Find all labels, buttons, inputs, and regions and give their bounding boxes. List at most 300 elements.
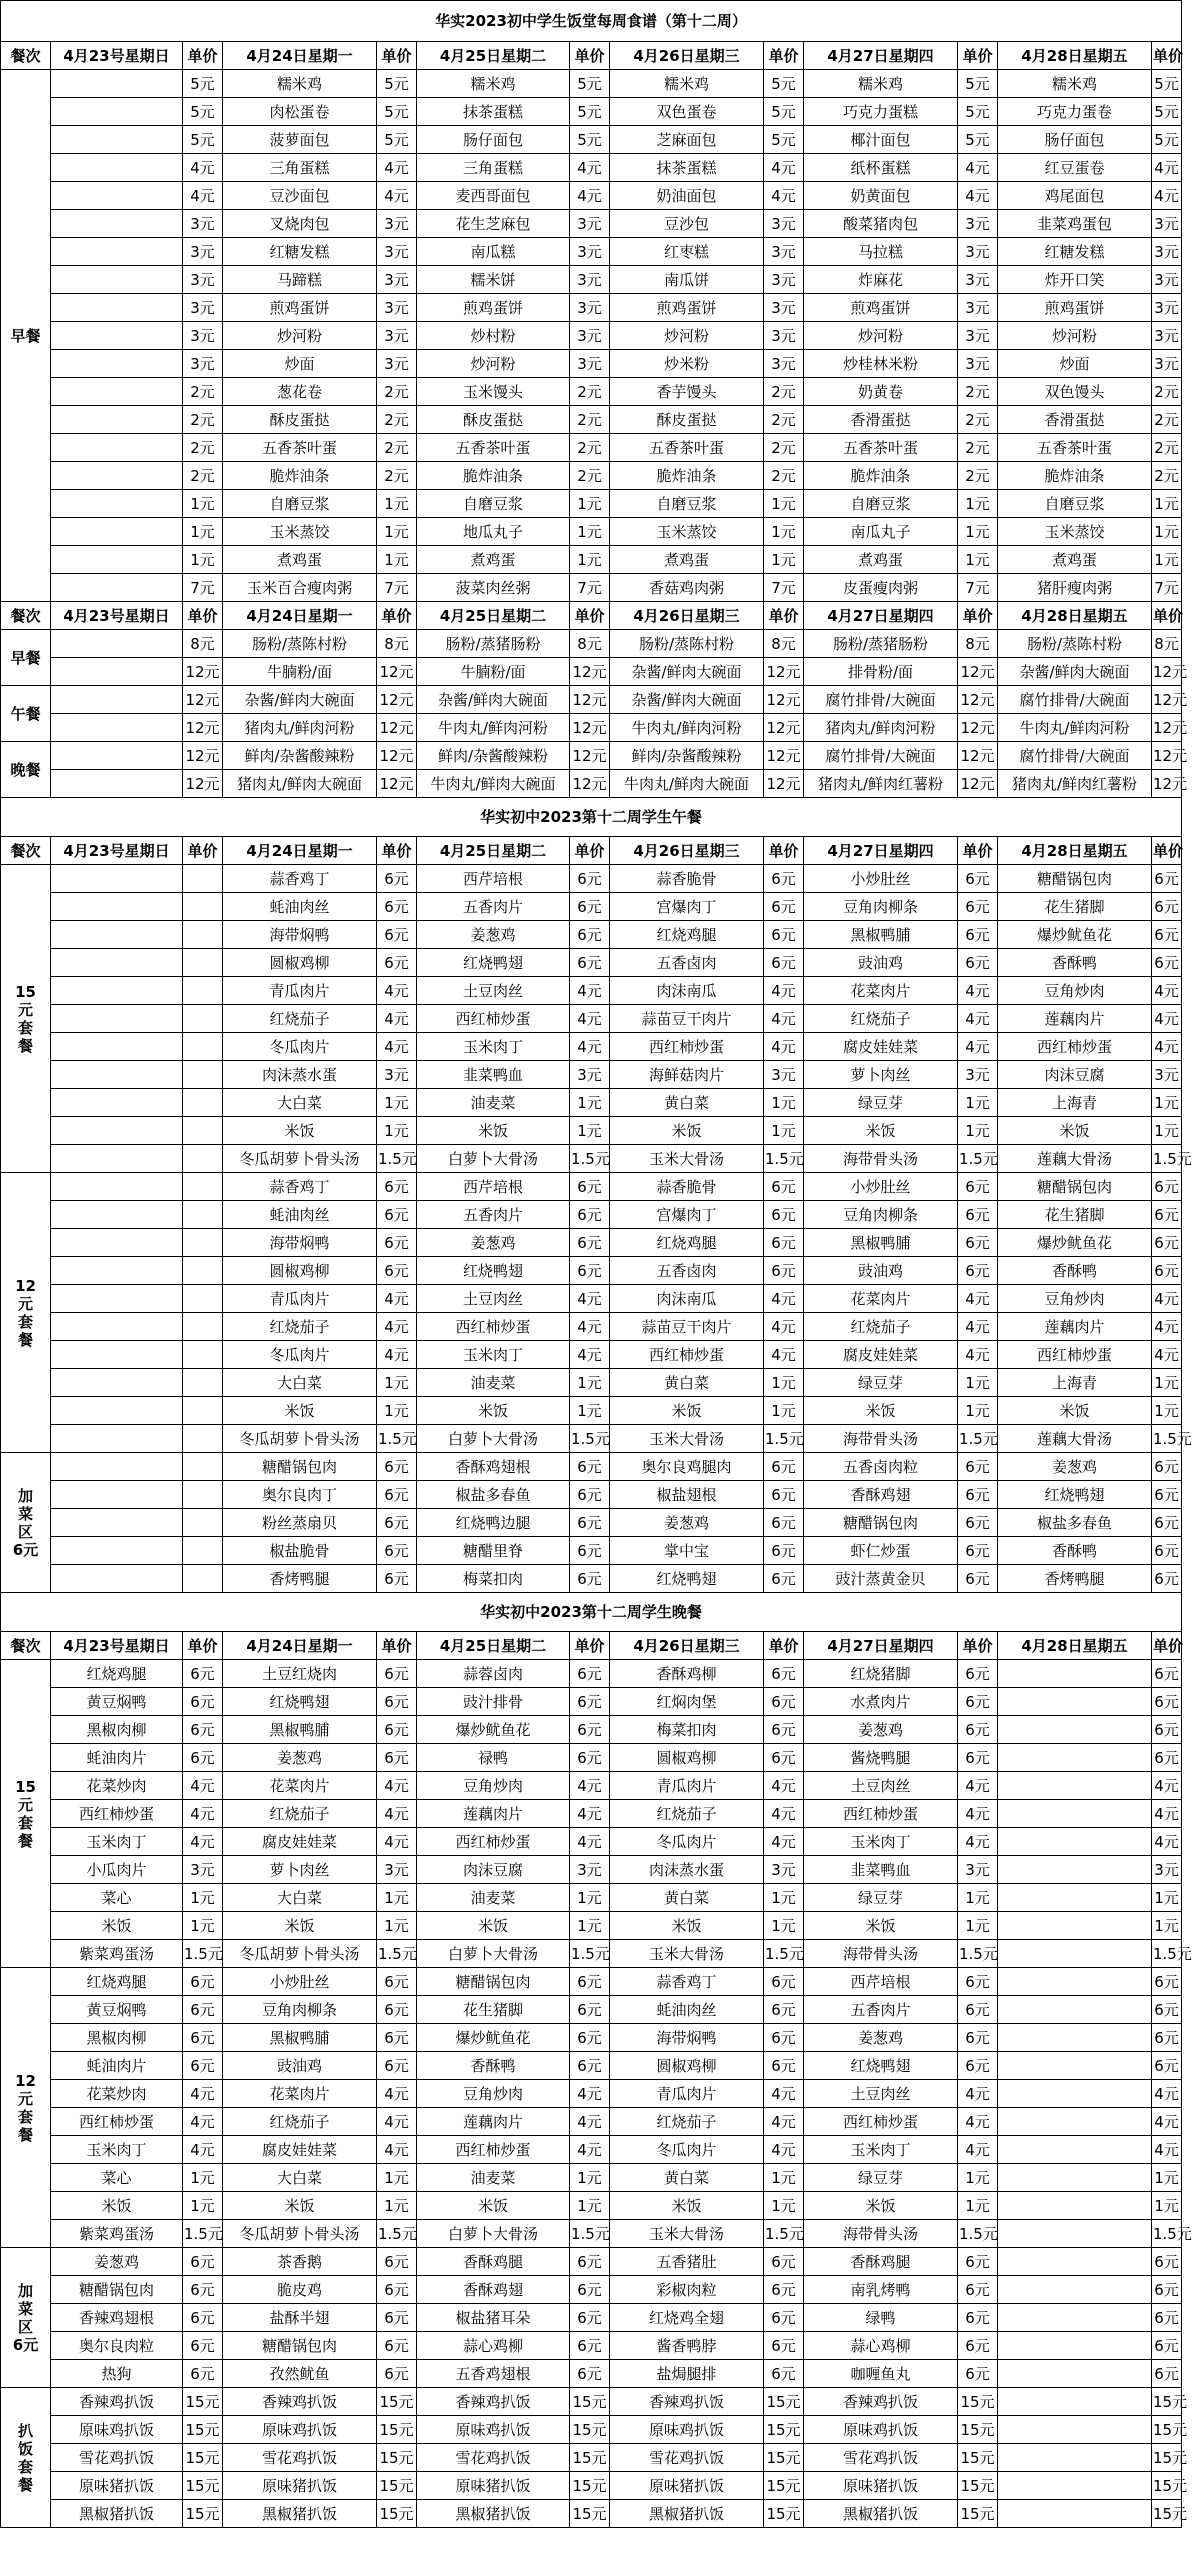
price: 6元 bbox=[958, 1716, 998, 1744]
price: 1元 bbox=[570, 2164, 610, 2192]
lunch-title-row bbox=[1, 798, 1182, 837]
dinner-12-label: 12 元 套 餐 bbox=[1, 1968, 51, 2248]
price: 6元 bbox=[958, 1968, 998, 1996]
price: 6元 bbox=[570, 1537, 610, 1565]
dish-name: 五香卤肉 bbox=[610, 949, 764, 977]
dish-name: 肉沫蒸水蛋 bbox=[610, 1856, 764, 1884]
dish-name: 自磨豆浆 bbox=[223, 490, 377, 518]
price: 6元 bbox=[1152, 1996, 1182, 2024]
price: 1元 bbox=[958, 2164, 998, 2192]
price: 15元 bbox=[958, 2444, 998, 2472]
dish-name: 西红柿炒蛋 bbox=[51, 1800, 183, 1828]
dish-name: 油麦菜 bbox=[417, 2164, 570, 2192]
dish-name: 米饭 bbox=[223, 1397, 377, 1425]
price: 6元 bbox=[377, 1968, 417, 1996]
dish-name: 香酥鸭 bbox=[998, 1537, 1152, 1565]
price: 15元 bbox=[764, 2416, 804, 2444]
price: 6元 bbox=[958, 2360, 998, 2388]
price bbox=[183, 865, 223, 893]
dish-name: 花生芝麻包 bbox=[417, 210, 570, 238]
dish-name: 油麦菜 bbox=[417, 1369, 570, 1397]
dish-name: 玉米肉丁 bbox=[417, 1341, 570, 1369]
dish-name: 玉米肉丁 bbox=[417, 1033, 570, 1061]
dish-name: 姜葱鸡 bbox=[998, 1453, 1152, 1481]
price: 6元 bbox=[377, 1481, 417, 1509]
dish-name: 米饭 bbox=[804, 1397, 958, 1425]
rice-set-row bbox=[1, 2388, 1182, 2416]
price: 6元 bbox=[570, 1481, 610, 1509]
dish-name: 南瓜饼 bbox=[610, 266, 764, 294]
dish-name: 蒜香鸡丁 bbox=[610, 1968, 764, 1996]
dish-name: 紫菜鸡蛋汤 bbox=[51, 2220, 183, 2248]
price: 3元 bbox=[958, 210, 998, 238]
dish-name: 排骨粉/面 bbox=[804, 658, 958, 686]
dish-name: 花生猪脚 bbox=[417, 1996, 570, 2024]
dish-name: 黄豆焖鸭 bbox=[51, 1688, 183, 1716]
dish-name: 椰汁面包 bbox=[804, 126, 958, 154]
staff-dinner-row bbox=[1, 770, 1182, 798]
dish-name: 原味猪扒饭 bbox=[223, 2472, 377, 2500]
price: 5元 bbox=[183, 98, 223, 126]
dish-name: 海带骨头汤 bbox=[804, 1940, 958, 1968]
dish-name: 姜葱鸡 bbox=[804, 1716, 958, 1744]
price: 6元 bbox=[183, 1968, 223, 1996]
price: 1.5元 bbox=[183, 1940, 223, 1968]
dish-name: 花菜肉片 bbox=[223, 1772, 377, 1800]
price: 1元 bbox=[958, 546, 998, 574]
price: 12元 bbox=[764, 686, 804, 714]
dinner-extra-label: 加 菜 区 6元 bbox=[1, 2248, 51, 2388]
price: 6元 bbox=[1152, 2024, 1182, 2052]
price: 7元 bbox=[1152, 574, 1182, 602]
price: 6元 bbox=[183, 1744, 223, 1772]
dinner-15-row bbox=[1, 1940, 1182, 1968]
price: 2元 bbox=[377, 378, 417, 406]
price: 4元 bbox=[183, 2108, 223, 2136]
dish-name: 青瓜肉片 bbox=[610, 1772, 764, 1800]
dish-name: 煎鸡蛋饼 bbox=[804, 294, 958, 322]
price: 4元 bbox=[377, 1285, 417, 1313]
price bbox=[183, 977, 223, 1005]
dish-name: 蒜蓉卤肉 bbox=[417, 1660, 570, 1688]
price: 6元 bbox=[958, 1688, 998, 1716]
dish-name: 米饭 bbox=[51, 2192, 183, 2220]
dish-name: 花菜肉片 bbox=[804, 1285, 958, 1313]
column-header: 4月23号星期日 bbox=[51, 42, 183, 70]
dish-name: 香烤鸭腿 bbox=[223, 1565, 377, 1593]
price: 6元 bbox=[764, 1565, 804, 1593]
dish-name: 黑椒猪扒饭 bbox=[417, 2500, 570, 2528]
dish-name bbox=[998, 1968, 1152, 1996]
price: 3元 bbox=[1152, 322, 1182, 350]
dish-name: 孜然鱿鱼 bbox=[223, 2360, 377, 2388]
price: 6元 bbox=[764, 865, 804, 893]
price: 1元 bbox=[958, 1089, 998, 1117]
price: 1元 bbox=[570, 1089, 610, 1117]
dish-name: 香酥鸡翅 bbox=[417, 2276, 570, 2304]
dinner-12-row bbox=[1, 2136, 1182, 2164]
price: 4元 bbox=[570, 977, 610, 1005]
dish-name: 莲藕肉片 bbox=[998, 1313, 1152, 1341]
price: 1元 bbox=[183, 2164, 223, 2192]
dish-name: 香辣鸡扒饭 bbox=[804, 2388, 958, 2416]
dish-name bbox=[998, 1996, 1152, 2024]
price: 2元 bbox=[958, 378, 998, 406]
price: 15元 bbox=[1152, 2500, 1182, 2528]
column-header: 4月25日星期二 bbox=[417, 602, 570, 630]
column-header: 单价 bbox=[764, 837, 804, 865]
price bbox=[183, 1453, 223, 1481]
price: 4元 bbox=[377, 1313, 417, 1341]
column-header: 单价 bbox=[570, 42, 610, 70]
price: 6元 bbox=[1152, 921, 1182, 949]
column-header: 4月27日星期四 bbox=[804, 602, 958, 630]
dish-name: 猪肉丸/鲜肉红薯粉 bbox=[998, 770, 1152, 798]
dish-name bbox=[998, 1856, 1152, 1884]
price: 1元 bbox=[958, 1912, 998, 1940]
price: 6元 bbox=[958, 949, 998, 977]
dish-name bbox=[51, 266, 183, 294]
dish-name: 土豆肉丝 bbox=[417, 977, 570, 1005]
price: 15元 bbox=[183, 2500, 223, 2528]
dish-name: 腐皮娃娃菜 bbox=[223, 2136, 377, 2164]
price: 15元 bbox=[764, 2500, 804, 2528]
price bbox=[183, 1201, 223, 1229]
dish-name bbox=[51, 294, 183, 322]
dish-name bbox=[998, 2388, 1152, 2416]
price: 4元 bbox=[570, 1285, 610, 1313]
dish-name: 西红柿炒蛋 bbox=[417, 1313, 570, 1341]
price: 2元 bbox=[764, 378, 804, 406]
dish-name: 蒜苗豆干肉片 bbox=[610, 1313, 764, 1341]
breakfast-row bbox=[1, 490, 1182, 518]
dish-name: 脆炸油条 bbox=[417, 462, 570, 490]
dish-name: 玉米肉丁 bbox=[804, 2136, 958, 2164]
price: 1元 bbox=[958, 518, 998, 546]
price: 1元 bbox=[1152, 1884, 1182, 1912]
dinner-12-row bbox=[1, 2024, 1182, 2052]
dish-name: 肉沫蒸水蛋 bbox=[223, 1061, 377, 1089]
price: 6元 bbox=[183, 2276, 223, 2304]
column-header: 餐次 bbox=[1, 42, 51, 70]
dish-name: 豉油鸡 bbox=[804, 949, 958, 977]
dinner-12-row bbox=[1, 2052, 1182, 2080]
dish-name: 菠萝面包 bbox=[223, 126, 377, 154]
price: 4元 bbox=[377, 1772, 417, 1800]
price: 6元 bbox=[764, 1257, 804, 1285]
price: 1元 bbox=[764, 2164, 804, 2192]
dinner-12-row bbox=[1, 1968, 1182, 1996]
price: 6元 bbox=[570, 1229, 610, 1257]
dish-name: 白萝卜大骨汤 bbox=[417, 2220, 570, 2248]
price: 1元 bbox=[183, 1912, 223, 1940]
price: 1元 bbox=[570, 1912, 610, 1940]
price: 3元 bbox=[958, 1856, 998, 1884]
lunch-15-row bbox=[1, 893, 1182, 921]
dish-name: 玉米蒸饺 bbox=[223, 518, 377, 546]
lunch-extra-label: 加 菜 区 6元 bbox=[1, 1453, 51, 1593]
price: 6元 bbox=[183, 2248, 223, 2276]
dish-name: 圆椒鸡柳 bbox=[610, 1744, 764, 1772]
price: 4元 bbox=[570, 2108, 610, 2136]
price: 1元 bbox=[377, 1089, 417, 1117]
dish-name bbox=[998, 2108, 1152, 2136]
dish-name: 西芹培根 bbox=[417, 1173, 570, 1201]
price: 15元 bbox=[570, 2472, 610, 2500]
price: 4元 bbox=[183, 2080, 223, 2108]
dish-name: 糯米鸡 bbox=[610, 70, 764, 98]
header-row bbox=[1, 837, 1182, 865]
dish-name bbox=[998, 1800, 1152, 1828]
dish-name: 玉米馒头 bbox=[417, 378, 570, 406]
price: 6元 bbox=[183, 2052, 223, 2080]
staff-lunch-row bbox=[1, 686, 1182, 714]
price: 6元 bbox=[377, 2052, 417, 2080]
price: 4元 bbox=[958, 1313, 998, 1341]
price: 1元 bbox=[570, 1397, 610, 1425]
price: 12元 bbox=[764, 714, 804, 742]
price: 3元 bbox=[1152, 1856, 1182, 1884]
lunch-12-row bbox=[1, 1257, 1182, 1285]
column-header: 单价 bbox=[570, 602, 610, 630]
price: 15元 bbox=[377, 2388, 417, 2416]
price: 4元 bbox=[1152, 1033, 1182, 1061]
price: 3元 bbox=[570, 238, 610, 266]
dish-name: 黑椒鸭脯 bbox=[223, 2024, 377, 2052]
column-header: 4月28日星期五 bbox=[998, 837, 1152, 865]
dish-name: 煎鸡蛋饼 bbox=[223, 294, 377, 322]
price: 6元 bbox=[1152, 1229, 1182, 1257]
price: 1元 bbox=[764, 1884, 804, 1912]
dish-name: 腐竹排骨/大碗面 bbox=[804, 686, 958, 714]
column-header: 4月24日星期一 bbox=[223, 1632, 377, 1660]
column-header: 4月23号星期日 bbox=[51, 1632, 183, 1660]
price: 6元 bbox=[1152, 1716, 1182, 1744]
price: 12元 bbox=[570, 742, 610, 770]
price: 1.5元 bbox=[183, 2220, 223, 2248]
price: 4元 bbox=[183, 182, 223, 210]
dish-name: 花菜肉片 bbox=[223, 2080, 377, 2108]
breakfast-row bbox=[1, 266, 1182, 294]
price: 3元 bbox=[377, 1061, 417, 1089]
dish-name: 豆角肉柳条 bbox=[804, 893, 958, 921]
price: 1元 bbox=[377, 1884, 417, 1912]
dish-name bbox=[998, 2444, 1152, 2472]
dish-name bbox=[51, 70, 183, 98]
dish-name: 盐焗腿排 bbox=[610, 2360, 764, 2388]
price: 1元 bbox=[764, 2192, 804, 2220]
price: 1.5元 bbox=[377, 1145, 417, 1173]
dish-name: 巧克力蛋糕 bbox=[804, 98, 958, 126]
price: 4元 bbox=[1152, 1313, 1182, 1341]
column-header: 4月24日星期一 bbox=[223, 42, 377, 70]
price: 7元 bbox=[183, 574, 223, 602]
price: 15元 bbox=[958, 2388, 998, 2416]
dish-name: 椒盐翅根 bbox=[610, 1481, 764, 1509]
price: 4元 bbox=[958, 977, 998, 1005]
price: 6元 bbox=[377, 1744, 417, 1772]
dish-name: 煎鸡蛋饼 bbox=[998, 294, 1152, 322]
dish-name: 花生猪脚 bbox=[998, 1201, 1152, 1229]
dish-name: 米饭 bbox=[417, 2192, 570, 2220]
dish-name: 蒜香脆骨 bbox=[610, 865, 764, 893]
price: 3元 bbox=[764, 294, 804, 322]
dish-name: 米饭 bbox=[804, 1117, 958, 1145]
dish-name: 肉沫豆腐 bbox=[417, 1856, 570, 1884]
price: 6元 bbox=[377, 1716, 417, 1744]
lunch-12-row bbox=[1, 1341, 1182, 1369]
dish-name: 冬瓜肉片 bbox=[610, 2136, 764, 2164]
dish-name bbox=[51, 1229, 183, 1257]
dish-name: 猪肉丸/鲜肉大碗面 bbox=[223, 770, 377, 798]
dish-name: 热狗 bbox=[51, 2360, 183, 2388]
price: 2元 bbox=[377, 462, 417, 490]
dish-name: 豉汁排骨 bbox=[417, 1688, 570, 1716]
dish-name bbox=[998, 1912, 1152, 1940]
dish-name: 煮鸡蛋 bbox=[417, 546, 570, 574]
lunch-15-row bbox=[1, 1145, 1182, 1173]
dish-name: 五香茶叶蛋 bbox=[804, 434, 958, 462]
dish-name: 原味鸡扒饭 bbox=[417, 2416, 570, 2444]
price: 4元 bbox=[377, 977, 417, 1005]
price: 4元 bbox=[958, 2080, 998, 2108]
price: 4元 bbox=[570, 1800, 610, 1828]
dinner-12-row bbox=[1, 2220, 1182, 2248]
column-header: 4月27日星期四 bbox=[804, 1632, 958, 1660]
price bbox=[183, 1369, 223, 1397]
dish-name: 自磨豆浆 bbox=[417, 490, 570, 518]
price: 2元 bbox=[764, 462, 804, 490]
dish-name: 掌中宝 bbox=[610, 1537, 764, 1565]
price: 3元 bbox=[1152, 350, 1182, 378]
dish-name: 海带骨头汤 bbox=[804, 1145, 958, 1173]
dish-name bbox=[51, 1397, 183, 1425]
price: 12元 bbox=[958, 658, 998, 686]
price: 6元 bbox=[570, 2304, 610, 2332]
dish-name: 香滑蛋挞 bbox=[998, 406, 1152, 434]
price: 3元 bbox=[764, 210, 804, 238]
column-header: 单价 bbox=[183, 837, 223, 865]
price: 12元 bbox=[183, 658, 223, 686]
price: 2元 bbox=[764, 434, 804, 462]
dish-name: 椒盐脆骨 bbox=[223, 1537, 377, 1565]
price: 6元 bbox=[1152, 1453, 1182, 1481]
dish-name: 莲藕大骨汤 bbox=[998, 1145, 1152, 1173]
price: 4元 bbox=[183, 154, 223, 182]
dish-name: 红糖发糕 bbox=[223, 238, 377, 266]
dish-name: 水煮肉片 bbox=[804, 1688, 958, 1716]
breakfast-row bbox=[1, 294, 1182, 322]
dinner-15-label: 15 元 套 餐 bbox=[1, 1660, 51, 1968]
price: 6元 bbox=[764, 1688, 804, 1716]
dish-name: 牛肉丸/鲜肉大碗面 bbox=[610, 770, 764, 798]
price: 6元 bbox=[764, 1229, 804, 1257]
price: 1元 bbox=[764, 1117, 804, 1145]
dish-name: 黄白菜 bbox=[610, 1369, 764, 1397]
dish-name: 香辣鸡扒饭 bbox=[51, 2388, 183, 2416]
dish-name: 豉汁蒸黄金贝 bbox=[804, 1565, 958, 1593]
dish-name: 炒河粉 bbox=[610, 322, 764, 350]
dish-name: 花生猪脚 bbox=[998, 893, 1152, 921]
price: 12元 bbox=[570, 686, 610, 714]
price: 6元 bbox=[764, 1201, 804, 1229]
dish-name: 红烧茄子 bbox=[223, 1005, 377, 1033]
price: 6元 bbox=[764, 2360, 804, 2388]
dish-name: 豆沙包 bbox=[610, 210, 764, 238]
dish-name: 玉米百合瘦肉粥 bbox=[223, 574, 377, 602]
dinner-12-row bbox=[1, 2192, 1182, 2220]
dish-name: 芝麻面包 bbox=[610, 126, 764, 154]
dish-name: 原味鸡扒饭 bbox=[610, 2416, 764, 2444]
price: 4元 bbox=[1152, 2108, 1182, 2136]
dish-name: 玉米大骨汤 bbox=[610, 2220, 764, 2248]
price: 12元 bbox=[1152, 742, 1182, 770]
dish-name bbox=[51, 1285, 183, 1313]
price: 6元 bbox=[570, 1565, 610, 1593]
dish-name: 红烧茄子 bbox=[223, 1313, 377, 1341]
price: 1元 bbox=[183, 546, 223, 574]
dinner-15-row bbox=[1, 1688, 1182, 1716]
dish-name: 纸杯蛋糕 bbox=[804, 154, 958, 182]
lunch-15-row bbox=[1, 1005, 1182, 1033]
dish-name: 香酥鸭 bbox=[417, 2052, 570, 2080]
dish-name bbox=[51, 1565, 183, 1593]
dish-name: 米饭 bbox=[417, 1397, 570, 1425]
price: 3元 bbox=[570, 1061, 610, 1089]
dish-name bbox=[51, 1173, 183, 1201]
price: 6元 bbox=[958, 921, 998, 949]
dish-name: 肠仔面包 bbox=[998, 126, 1152, 154]
dish-name: 酥皮蛋挞 bbox=[417, 406, 570, 434]
dish-name: 萝卜肉丝 bbox=[223, 1856, 377, 1884]
dish-name: 鲜肉/杂酱酸辣粉 bbox=[417, 742, 570, 770]
dish-name: 炒河粉 bbox=[804, 322, 958, 350]
dish-name: 小炒肚丝 bbox=[223, 1968, 377, 1996]
price: 8元 bbox=[764, 630, 804, 658]
dish-name: 糖醋锅包肉 bbox=[998, 865, 1152, 893]
price: 5元 bbox=[377, 126, 417, 154]
lunch-15-row bbox=[1, 921, 1182, 949]
price: 6元 bbox=[1152, 1660, 1182, 1688]
column-header: 单价 bbox=[1152, 837, 1182, 865]
dish-name: 豆角炒肉 bbox=[998, 1285, 1152, 1313]
dish-name: 脆炸油条 bbox=[223, 462, 377, 490]
price: 6元 bbox=[958, 1257, 998, 1285]
column-header: 单价 bbox=[1152, 1632, 1182, 1660]
column-header: 4月24日星期一 bbox=[223, 837, 377, 865]
column-header: 单价 bbox=[570, 1632, 610, 1660]
dish-name bbox=[998, 2164, 1152, 2192]
price: 1元 bbox=[958, 1369, 998, 1397]
price: 4元 bbox=[1152, 154, 1182, 182]
price: 6元 bbox=[958, 1660, 998, 1688]
dish-name: 香芋馒头 bbox=[610, 378, 764, 406]
dish-name: 五香茶叶蛋 bbox=[417, 434, 570, 462]
price: 12元 bbox=[570, 714, 610, 742]
dish-name: 爆炒鱿鱼花 bbox=[417, 1716, 570, 1744]
column-header: 单价 bbox=[764, 602, 804, 630]
price: 5元 bbox=[764, 98, 804, 126]
dish-name: 脆皮鸡 bbox=[223, 2276, 377, 2304]
dish-name: 腐竹排骨/大碗面 bbox=[998, 686, 1152, 714]
price: 5元 bbox=[377, 70, 417, 98]
dish-name: 油麦菜 bbox=[417, 1089, 570, 1117]
dish-name: 酱烧鸭腿 bbox=[804, 1744, 958, 1772]
dish-name: 糯米鸡 bbox=[417, 70, 570, 98]
dish-name: 红烧鸭翅 bbox=[223, 1688, 377, 1716]
lunch-12-row bbox=[1, 1229, 1182, 1257]
dinner-15-row bbox=[1, 1800, 1182, 1828]
